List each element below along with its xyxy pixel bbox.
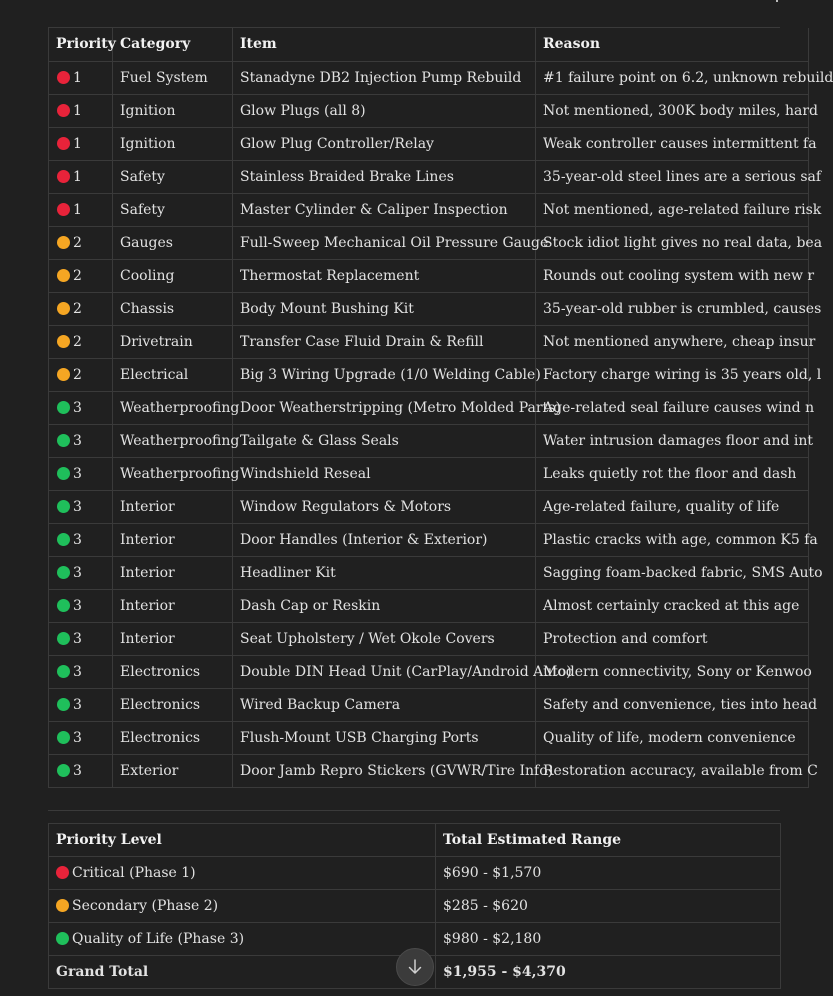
orange-circle-icon [56, 899, 69, 912]
priority-value: 1 [73, 102, 82, 119]
priority-cell [49, 292, 113, 325]
category-cell: Cooling [113, 259, 233, 292]
item-cell: Windshield Reseal [233, 457, 536, 490]
green-circle-icon [56, 932, 69, 945]
item-cell: Door Jamb Repro Stickers (GVWR/Tire Info) [233, 754, 536, 787]
section-divider [48, 810, 780, 811]
table-row [49, 688, 809, 721]
item-cell: Transfer Case Fluid Drain & Refill [233, 325, 536, 358]
green-circle-icon [57, 533, 70, 546]
category-cell: Electronics [113, 688, 233, 721]
scroll-indicator [776, 0, 778, 2]
green-circle-icon [57, 665, 70, 678]
category-cell: Weatherproofing [113, 391, 233, 424]
category-cell: Exterior [113, 754, 233, 787]
table-row [49, 589, 809, 622]
arrow-down-icon [408, 959, 422, 975]
item-cell: Seat Upholstery / Wet Okole Covers [233, 622, 536, 655]
category-cell: Ignition [113, 127, 233, 160]
priority-level-cell [49, 956, 436, 989]
item-cell: Thermostat Replacement [233, 259, 536, 292]
priority-cell [49, 226, 113, 259]
item-cell: Wired Backup Camera [233, 688, 536, 721]
priority-value: 1 [73, 69, 82, 86]
category-cell: Interior [113, 556, 233, 589]
priority-cell [49, 523, 113, 556]
priority-value: 1 [73, 201, 82, 218]
green-circle-icon [57, 764, 70, 777]
reason-cell: Plastic cracks with age, common K5 fa [536, 523, 809, 556]
reason-cell: Sagging foam-backed fabric, SMS Auto [536, 556, 809, 589]
priority-level-label: Quality of Life (Phase 3) [72, 931, 245, 947]
item-cell: Headliner Kit [233, 556, 536, 589]
priority-cell [49, 160, 113, 193]
red-circle-icon [57, 137, 70, 150]
table-row [49, 193, 809, 226]
priority-level-cell [49, 923, 436, 956]
priority-level-cell [49, 857, 436, 890]
category-cell: Interior [113, 523, 233, 556]
red-circle-icon [57, 170, 70, 183]
priority-value: 2 [73, 366, 82, 383]
green-circle-icon [57, 599, 70, 612]
priority-value: 3 [73, 564, 82, 581]
summary-row [49, 857, 781, 890]
reason-cell: #1 failure point on 6.2, unknown rebuild [536, 61, 809, 94]
category-cell: Chassis [113, 292, 233, 325]
priority-value: 3 [73, 729, 82, 746]
priority-cell [49, 589, 113, 622]
category-cell: Weatherproofing [113, 457, 233, 490]
header-item: Item [233, 28, 536, 61]
priority-level-label: Critical (Phase 1) [72, 865, 196, 881]
table-row [49, 61, 809, 94]
priority-cell [49, 556, 113, 589]
summary-row [49, 890, 781, 923]
category-cell: Drivetrain [113, 325, 233, 358]
green-circle-icon [57, 467, 70, 480]
table-header-row [49, 28, 809, 61]
priority-cell [49, 457, 113, 490]
table-row [49, 160, 809, 193]
item-cell: Big 3 Wiring Upgrade (1/0 Welding Cable) [233, 358, 536, 391]
priority-value: 2 [73, 333, 82, 350]
reason-cell: Rounds out cooling system with new r [536, 259, 809, 292]
reason-cell: Quality of life, modern convenience [536, 721, 809, 754]
parts-table-container[interactable] [48, 27, 833, 792]
priority-value: 3 [73, 597, 82, 614]
red-circle-icon [57, 104, 70, 117]
category-cell: Safety [113, 160, 233, 193]
reason-cell: Modern connectivity, Sony or Kenwoo [536, 655, 809, 688]
range-cell: $980 - $2,180 [436, 923, 781, 956]
priority-cell [49, 127, 113, 160]
reason-cell: Almost certainly cracked at this age [536, 589, 809, 622]
reason-cell: Not mentioned, 300K body miles, hard [536, 94, 809, 127]
category-cell: Weatherproofing [113, 424, 233, 457]
table-row [49, 325, 809, 358]
item-cell: Double DIN Head Unit (CarPlay/Android Auto) [233, 655, 536, 688]
priority-level-cell [49, 890, 436, 923]
green-circle-icon [57, 434, 70, 447]
reason-cell: Restoration accuracy, available from C [536, 754, 809, 787]
priority-cell [49, 754, 113, 787]
header-reason: Reason [536, 28, 809, 61]
table-row [49, 622, 809, 655]
range-cell: $1,955 - $4,370 [436, 956, 781, 989]
header-category: Category [113, 28, 233, 61]
priority-value: 3 [73, 399, 82, 416]
priority-cell [49, 721, 113, 754]
priority-value: 3 [73, 663, 82, 680]
item-cell: Dash Cap or Reskin [233, 589, 536, 622]
item-cell: Tailgate & Glass Seals [233, 424, 536, 457]
table-row [49, 721, 809, 754]
green-circle-icon [57, 566, 70, 579]
table-row [49, 292, 809, 325]
category-cell: Interior [113, 622, 233, 655]
table-row [49, 391, 809, 424]
green-circle-icon [57, 698, 70, 711]
table-row [49, 226, 809, 259]
green-circle-icon [57, 632, 70, 645]
priority-value: 3 [73, 531, 82, 548]
priority-value: 3 [73, 465, 82, 482]
reason-cell: Leaks quietly rot the floor and dash [536, 457, 809, 490]
reason-cell: Age-related failure, quality of life [536, 490, 809, 523]
priority-cell [49, 259, 113, 292]
category-cell: Ignition [113, 94, 233, 127]
table-row [49, 754, 809, 787]
priority-value: 3 [73, 630, 82, 647]
category-cell: Interior [113, 490, 233, 523]
table-row [49, 556, 809, 589]
item-cell: Flush-Mount USB Charging Ports [233, 721, 536, 754]
header-priority-level: Priority Level [49, 824, 436, 857]
category-cell: Gauges [113, 226, 233, 259]
reason-cell: Stock idiot light gives no real data, bea [536, 226, 809, 259]
reason-cell: Factory charge wiring is 35 years old, l [536, 358, 809, 391]
category-cell: Electrical [113, 358, 233, 391]
green-circle-icon [57, 731, 70, 744]
priority-value: 3 [73, 762, 82, 779]
item-cell: Window Regulators & Motors [233, 490, 536, 523]
priority-cell [49, 688, 113, 721]
item-cell: Master Cylinder & Caliper Inspection [233, 193, 536, 226]
priority-value: 3 [73, 498, 82, 515]
item-cell: Glow Plug Controller/Relay [233, 127, 536, 160]
reason-cell: Safety and convenience, ties into head [536, 688, 809, 721]
red-circle-icon [56, 866, 69, 879]
orange-circle-icon [57, 368, 70, 381]
reason-cell: Protection and comfort [536, 622, 809, 655]
priority-cell [49, 358, 113, 391]
red-circle-icon [57, 71, 70, 84]
range-cell: $690 - $1,570 [436, 857, 781, 890]
table-row [49, 490, 809, 523]
scroll-down-button[interactable] [396, 948, 434, 986]
category-cell: Fuel System [113, 61, 233, 94]
orange-circle-icon [57, 302, 70, 315]
priority-value: 2 [73, 267, 82, 284]
category-cell: Safety [113, 193, 233, 226]
item-cell: Door Handles (Interior & Exterior) [233, 523, 536, 556]
table-row [49, 259, 809, 292]
priority-value: 3 [73, 432, 82, 449]
table-row [49, 127, 809, 160]
priority-level-label: Grand Total [56, 964, 149, 980]
orange-circle-icon [57, 236, 70, 249]
priority-cell [49, 622, 113, 655]
priority-level-label: Secondary (Phase 2) [72, 898, 219, 914]
reason-cell: 35-year-old rubber is crumbled, causes [536, 292, 809, 325]
category-cell: Electronics [113, 721, 233, 754]
table-row [49, 655, 809, 688]
header-priority: Priority [49, 28, 113, 61]
priority-value: 2 [73, 300, 82, 317]
priority-value: 1 [73, 168, 82, 185]
orange-circle-icon [57, 335, 70, 348]
item-cell: Full-Sweep Mechanical Oil Pressure Gauge [233, 226, 536, 259]
reason-cell: Water intrusion damages floor and int [536, 424, 809, 457]
table-row [49, 457, 809, 490]
green-circle-icon [57, 401, 70, 414]
red-circle-icon [57, 203, 70, 216]
reason-cell: 35-year-old steel lines are a serious saf [536, 160, 809, 193]
reason-cell: Weak controller causes intermittent fa [536, 127, 809, 160]
parts-priority-table [48, 28, 833, 788]
header-total-range: Total Estimated Range [436, 824, 781, 857]
item-cell: Body Mount Bushing Kit [233, 292, 536, 325]
summary-header-row [49, 824, 781, 857]
table-row [49, 424, 809, 457]
orange-circle-icon [57, 269, 70, 282]
priority-value: 3 [73, 696, 82, 713]
priority-cell [49, 655, 113, 688]
item-cell: Door Weatherstripping (Metro Molded Parts) [233, 391, 536, 424]
item-cell: Glow Plugs (all 8) [233, 94, 536, 127]
priority-cell [49, 94, 113, 127]
table-row [49, 358, 809, 391]
reason-cell: Age-related seal failure causes wind n [536, 391, 809, 424]
priority-value: 1 [73, 135, 82, 152]
category-cell: Interior [113, 589, 233, 622]
table-row [49, 523, 809, 556]
priority-cell [49, 193, 113, 226]
priority-cell [49, 424, 113, 457]
priority-value: 2 [73, 234, 82, 251]
item-cell: Stanadyne DB2 Injection Pump Rebuild [233, 61, 536, 94]
priority-cell [49, 391, 113, 424]
item-cell: Stainless Braided Brake Lines [233, 160, 536, 193]
table-row [49, 94, 809, 127]
priority-cell [49, 61, 113, 94]
category-cell: Electronics [113, 655, 233, 688]
green-circle-icon [57, 500, 70, 513]
priority-cell [49, 325, 113, 358]
reason-cell: Not mentioned, age-related failure risk [536, 193, 809, 226]
reason-cell: Not mentioned anywhere, cheap insur [536, 325, 809, 358]
range-cell: $285 - $620 [436, 890, 781, 923]
priority-cell [49, 490, 113, 523]
